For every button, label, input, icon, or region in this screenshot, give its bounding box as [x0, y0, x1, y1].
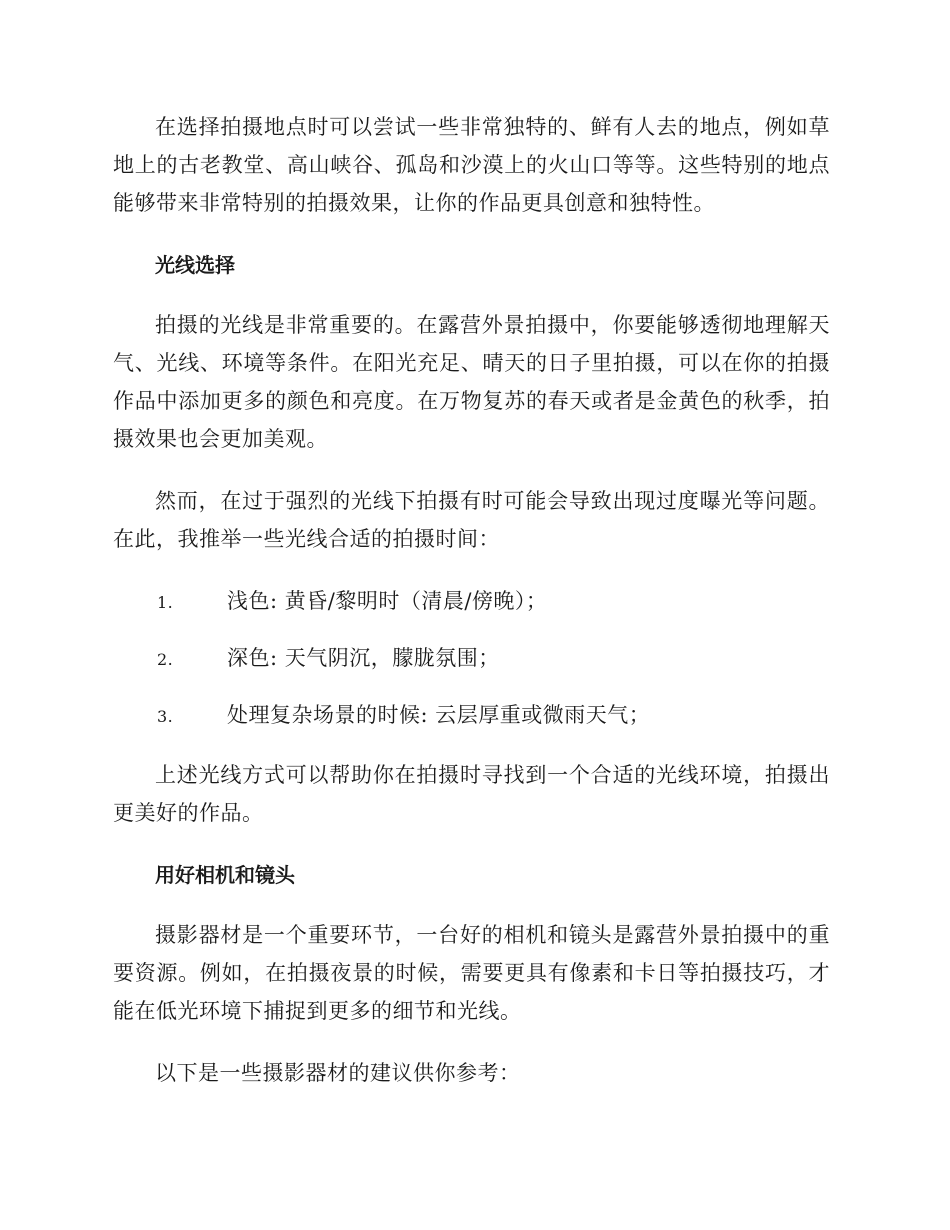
- intro-paragraph: 在选择拍摄地点时可以尝试一些非常独特的、鲜有人去的地点，例如草地上的古老教堂、高山峡谷、孤岛和沙漠上的火山口等等。这些特别的地点能够带来非常特别的拍摄效果，让你的作品更具创意和独特性。: [113, 115, 830, 215]
- section-heading-light: 光线选择: [155, 253, 235, 277]
- camera-paragraph-2: 以下是一些摄影器材的建议供你参考：: [155, 1061, 521, 1085]
- list-item-text: 处理复杂场景的时候: 云层厚重或微雨天气；: [227, 703, 651, 727]
- list-item: [113, 582, 830, 622]
- light-paragraph-2: 然而，在过于强烈的光线下拍摄有时可能会导致出现过度曝光等问题。在此，我推举一些光线合适的拍摄时间：: [113, 489, 830, 551]
- list-item: [113, 639, 830, 679]
- section-heading-camera: 用好相机和镜头: [155, 863, 295, 887]
- list-item-text: 浅色: 黄昏/黎明时（清晨/傍晚）；: [227, 589, 548, 613]
- light-paragraph-1: 拍摄的光线是非常重要的。在露营外景拍摄中，你要能够透彻地理解天气、光线、环境等条件。在阳光充足、晴天的日子里拍摄，可以在你的拍摄作品中添加更多的颜色和亮度。在万物复苏的春天或者是金黄色的秋季，拍摄效果也会更加美观。: [113, 313, 830, 451]
- list-item-number: 2.: [157, 650, 174, 669]
- light-closing-paragraph: 上述光线方式可以帮助你在拍摄时寻找到一个合适的光线环境，拍摄出更美好的作品。: [113, 763, 830, 825]
- list-item: [113, 696, 830, 736]
- document-page: [113, 108, 830, 1116]
- list-item-number: 3.: [157, 707, 174, 726]
- list-item-text: 深色: 天气阴沉，朦胧氛围；: [227, 646, 500, 670]
- list-item-number: 1.: [157, 593, 174, 612]
- camera-paragraph-1: 摄影器材是一个重要环节，一台好的相机和镜头是露营外景拍摄中的重要资源。例如，在拍摄夜景的时候，需要更具有像素和卡日等拍摄技巧，才能在低光环境下捕捉到更多的细节和光线。: [113, 923, 830, 1023]
- light-time-list: [113, 582, 830, 736]
